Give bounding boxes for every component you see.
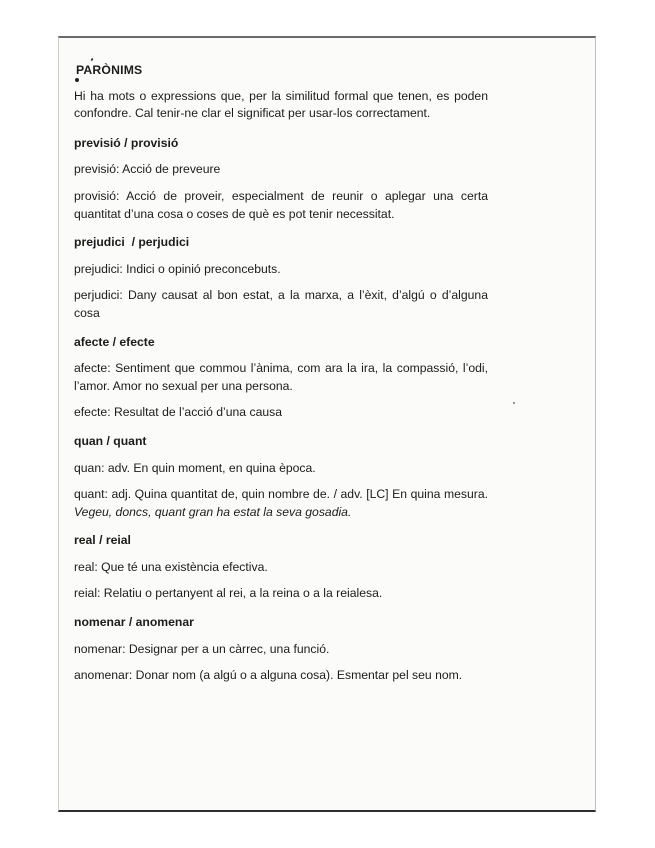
scan-speck [513,402,515,404]
paronym-heading: afecte / efecte [74,334,155,349]
paronym-heading: prejudici / perjudici [74,235,190,250]
definition: reial: Relatiu o pertanyent al rei, a la reina o a la reialesa. [74,586,383,601]
definition: real: Que té una existència efectiva. [74,559,268,574]
paronym-heading: previsió / provisió [74,135,179,150]
scan-speck [90,58,93,62]
definition-text: quant: adj. Quina quantitat de, quin nombre de. / adv. [LC] En quina mesura. [74,487,488,502]
definition: prejudici: Indici o opinió preconcebuts. [74,261,281,276]
paronym-heading: nomenar / anomenar [74,615,194,630]
paronym-group [74,334,488,422]
paronym-group [74,135,488,223]
definition: afecte: Sentiment que commou l’ànima, com ara la ira, la compassió, l’odi, l’amor. Amor no sexual per una persona. [74,361,488,393]
document-body [74,62,488,696]
paronym-group [74,234,488,322]
definition: quan: adv. En quin moment, en quina època. [74,460,316,475]
paronym-group [74,614,488,685]
definition: efecte: Resultat de l’acció d’una causa [74,405,282,420]
definition: anomenar: Donar nom (a algú o a alguna cosa). Esmentar pel seu nom. [74,668,463,683]
paronym-group [74,433,488,521]
definition: perjudici: Dany causat al bon estat, a la marxa, a l’èxit, d’algú o d’alguna cosa [74,288,488,320]
definition: previsió: Acció de preveure [74,162,221,177]
paronym-group [74,532,488,603]
definition [74,486,488,521]
paronym-heading: quan / quant [74,433,147,448]
paronym-heading: real / reial [74,533,131,548]
usage-example: Vegeu, doncs, quant gran ha estat la seva gosadia. [74,504,352,519]
definition: nomenar: Designar per a un càrrec, una funció. [74,641,330,656]
document-title: PARÒNIMS [76,63,143,77]
intro-paragraph: Hi ha mots o expressions que, per la similitud formal que tenen, es poden confondre. Cal tenir-ne clar el significat per usar-los correctament. [74,88,488,121]
definition: provisió: Acció de proveir, especialment de reunir o aplegar una certa quantitat d’una cosa o coses de què es pot tenir necessitat. [74,188,488,221]
